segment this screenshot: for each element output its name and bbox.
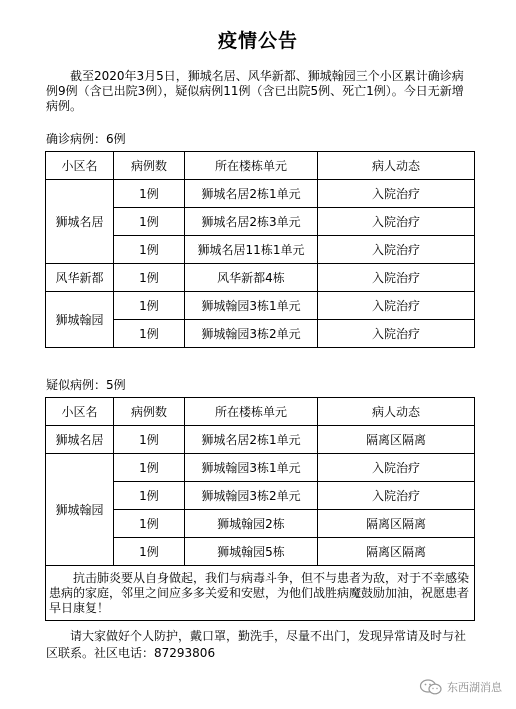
community-cell: 风华新都 [46, 264, 114, 292]
table-note: 抗击肺炎要从自身做起，我们与病毒斗争，但不与患者为敌，对于不幸感染患病的家庭，邻里之间应多多关爱和安慰，为他们战胜病魔鼓励加油，祝愿患者早日康复！ [46, 566, 475, 621]
status-cell: 隔离区隔离 [318, 510, 475, 538]
community-cell: 狮城名居 [46, 426, 114, 454]
count-cell: 1例 [114, 292, 185, 320]
confirmed-label: 确诊病例：6例 [46, 132, 126, 146]
unit-cell: 狮城名居2栋1单元 [185, 426, 318, 454]
table-row [46, 264, 475, 292]
intro-paragraph: 截至2020年3月5日，狮城名居、风华新都、狮城翰园三个小区累计确诊病例9例（含已出院3例），疑似病例11例（含已出院5例、死亡1例）。今日无新增病例。 [46, 69, 464, 113]
community-cell: 狮城翰园 [46, 454, 114, 566]
footer-notice: 请大家做好个人防护，戴口罩，勤洗手，尽量不出门，发现异常请及时与社区联系。社区电话：87293806 [46, 629, 467, 660]
count-cell: 1例 [114, 236, 185, 264]
header-community: 小区名 [46, 152, 114, 180]
suspected-label: 疑似病例：5例 [46, 378, 126, 392]
header-community: 小区名 [46, 398, 114, 426]
status-cell: 入院治疗 [318, 292, 475, 320]
count-cell: 1例 [114, 426, 185, 454]
unit-cell: 狮城翰园5栋 [185, 538, 318, 566]
count-cell: 1例 [114, 510, 185, 538]
count-cell: 1例 [114, 180, 185, 208]
unit-cell: 狮城名居11栋1单元 [185, 236, 318, 264]
count-cell: 1例 [114, 208, 185, 236]
unit-cell: 狮城翰园3栋2单元 [185, 320, 318, 348]
status-cell: 入院治疗 [318, 264, 475, 292]
watermark [419, 679, 502, 695]
unit-cell: 狮城翰园2栋 [185, 510, 318, 538]
count-cell: 1例 [114, 538, 185, 566]
status-cell: 隔离区隔离 [318, 426, 475, 454]
header-unit: 所在楼栋单元 [185, 152, 318, 180]
table-row [46, 292, 475, 320]
count-cell: 1例 [114, 264, 185, 292]
unit-cell: 狮城翰园3栋1单元 [185, 292, 318, 320]
status-cell: 隔离区隔离 [318, 538, 475, 566]
suspected-table [45, 397, 475, 621]
table-header-row [46, 398, 475, 426]
unit-cell: 风华新都4栋 [185, 264, 318, 292]
header-unit: 所在楼栋单元 [185, 398, 318, 426]
unit-cell: 狮城名居2栋3单元 [185, 208, 318, 236]
community-cell: 狮城翰园 [46, 292, 114, 348]
table-row [46, 426, 475, 454]
table-header-row [46, 152, 475, 180]
header-status: 病人动态 [318, 152, 475, 180]
status-cell: 入院治疗 [318, 320, 475, 348]
page-title: 疫情公告 [217, 30, 298, 52]
status-cell: 入院治疗 [318, 454, 475, 482]
status-cell: 入院治疗 [318, 180, 475, 208]
header-count: 病例数 [114, 398, 185, 426]
unit-cell: 狮城翰园3栋1单元 [185, 454, 318, 482]
count-cell: 1例 [114, 482, 185, 510]
table-row [46, 180, 475, 208]
watermark-text: 东西湖消息 [447, 681, 502, 694]
header-status: 病人动态 [318, 398, 475, 426]
unit-cell: 狮城翰园3栋2单元 [185, 482, 318, 510]
header-count: 病例数 [114, 152, 185, 180]
count-cell: 1例 [114, 454, 185, 482]
unit-cell: 狮城名居2栋1单元 [185, 180, 318, 208]
community-cell: 狮城名居 [46, 180, 114, 264]
status-cell: 入院治疗 [318, 236, 475, 264]
confirmed-table [45, 151, 475, 348]
table-note-row [46, 566, 475, 621]
count-cell: 1例 [114, 320, 185, 348]
wechat-icon [419, 679, 443, 695]
table-row [46, 454, 475, 482]
status-cell: 入院治疗 [318, 482, 475, 510]
status-cell: 入院治疗 [318, 208, 475, 236]
